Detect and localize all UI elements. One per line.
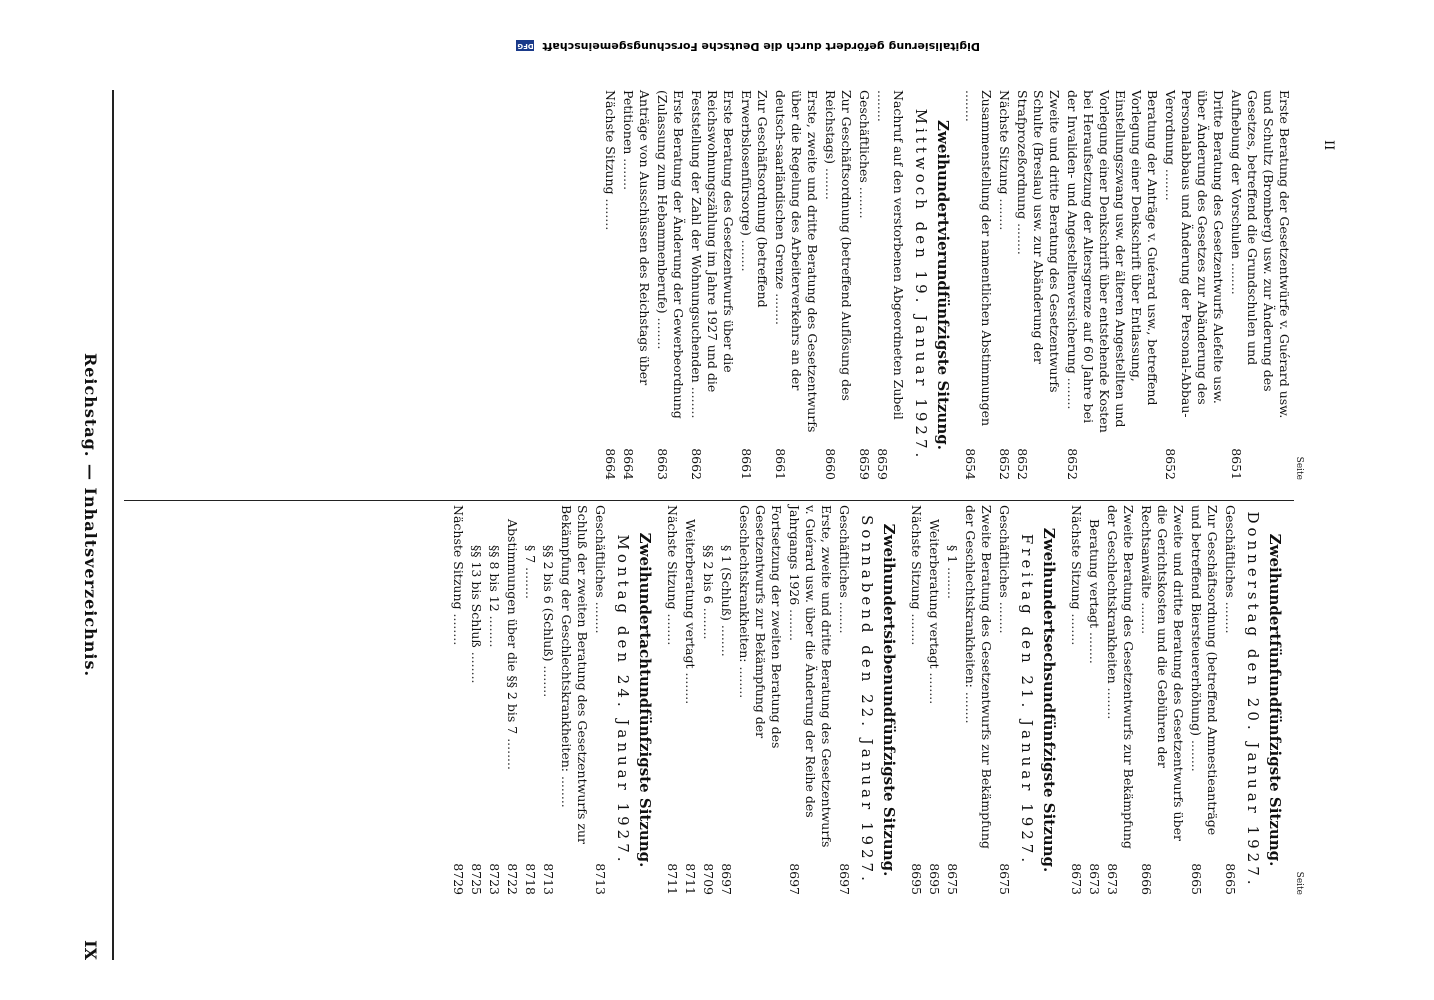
session-date: Sonnabend den 22. Januar 1927. bbox=[858, 515, 876, 885]
toc-entry bbox=[738, 90, 770, 480]
toc-entry bbox=[468, 505, 484, 895]
entry-page: 8697 bbox=[787, 863, 802, 895]
entry-page: 8709 bbox=[701, 863, 716, 895]
entry-page: 8729 bbox=[451, 863, 466, 895]
entry-page: 8659 bbox=[857, 448, 872, 480]
toc-entry bbox=[1104, 505, 1136, 895]
entry-page: 8675 bbox=[997, 863, 1012, 895]
entry-page: 8666 bbox=[1139, 863, 1154, 895]
toc-entry bbox=[620, 90, 652, 480]
entry-text: Erste Beratung der Gesetzentwürfe v. Guérard usw. und Schultz (Bromberg) usw. zur Änderung des Gesetzes, betreffend die Grundschulen und Aufhebung der Vorschulen ..... bbox=[1228, 90, 1292, 436]
page-header bbox=[76, 70, 104, 960]
entry-page: 8665 bbox=[1189, 863, 1204, 895]
toc-entry bbox=[996, 90, 1012, 480]
entry-page: 8695 bbox=[909, 863, 924, 895]
entry-page: 8725 bbox=[469, 863, 484, 895]
entry-text: Nächste Sitzung ..... bbox=[602, 90, 618, 436]
entry-page: 8652 bbox=[1015, 448, 1030, 480]
entry-text: § 1 ..... bbox=[944, 505, 960, 851]
seite-label: Seite bbox=[1294, 871, 1304, 895]
toc-entry bbox=[602, 90, 618, 480]
toc-entry bbox=[1086, 505, 1102, 895]
entry-text: Zur Geschäftsordnung (betreffend Erwerbslosenfürsorge) ..... bbox=[738, 90, 770, 436]
digitization-text: Digitalisierung gefördert durch die Deutsche Forschungsgemeinschaft bbox=[542, 40, 980, 53]
toc-entry bbox=[558, 505, 590, 895]
toc-entry bbox=[874, 90, 906, 480]
toc-entry bbox=[664, 505, 680, 895]
entry-text: Zweite und dritte Beratung des Gesetzentwurfs über die Gerichtskosten und die Gebühren der Rechtsanwälte ..... bbox=[1138, 505, 1186, 851]
entry-text: Geschäftliches ..... bbox=[996, 505, 1012, 851]
toc-entry bbox=[1138, 505, 1186, 895]
toc-entry bbox=[682, 505, 698, 895]
right-column bbox=[124, 505, 1304, 895]
footer-roman: II bbox=[1321, 140, 1336, 151]
entry-text: Weiterberatung vertagt ..... bbox=[926, 505, 942, 851]
dfg-logo-icon: DFG bbox=[517, 42, 534, 51]
column-divider bbox=[124, 500, 1294, 501]
entry-page: 8659 bbox=[875, 448, 890, 480]
toc-entry bbox=[856, 90, 872, 480]
left-column bbox=[124, 90, 1304, 480]
entry-page: 8661 bbox=[773, 448, 788, 480]
entry-page: 8664 bbox=[621, 448, 636, 480]
toc-entry bbox=[654, 90, 686, 480]
entry-text: § 7 ..... bbox=[522, 505, 538, 851]
entry-page: 8661 bbox=[739, 448, 754, 480]
entry-page: 8711 bbox=[665, 863, 680, 895]
toc-entry bbox=[450, 505, 466, 895]
entry-text: Zweite Beratung des Gesetzentwurfs zur Bekämpfung der Geschlechtskrankheiten ..... bbox=[1104, 505, 1136, 851]
entry-page: 8665 bbox=[1223, 863, 1238, 895]
entry-text: Erste Beratung der Änderung der Gewerbeordnung (Zulassung zum Hebammenberufe) ..... bbox=[654, 90, 686, 436]
entry-text: §§ 2 bis 6 (Schluß) ..... bbox=[540, 505, 556, 851]
header-rule bbox=[112, 90, 114, 960]
entry-page: 8675 bbox=[945, 863, 960, 895]
entry-page: 8652 bbox=[997, 448, 1012, 480]
entry-page: 8722 bbox=[505, 863, 520, 895]
entry-page: 8651 bbox=[1229, 448, 1244, 480]
entry-text: Fortsetzung der zweiten Beratung des Gesetzentwurfs zur Bekämpfung der Geschlechtskrankheiten: ..... bbox=[736, 505, 784, 851]
session-date: Freitag den 21. Januar 1927. bbox=[1018, 533, 1036, 867]
toc-entry bbox=[486, 505, 502, 895]
entry-text: Geschäftliches ..... bbox=[856, 90, 872, 436]
entry-text: Zur Geschäftsordnung (betreffend Auflösung des Reichstags) ..... bbox=[822, 90, 854, 436]
entry-page: 8662 bbox=[689, 448, 704, 480]
toc-entry bbox=[822, 90, 854, 480]
session-date: Donnerstag den 20. Januar 1927. bbox=[1244, 511, 1262, 889]
entry-text: Nächste Sitzung ..... bbox=[664, 505, 680, 851]
entry-text: §§ 8 bis 12 ..... bbox=[486, 505, 502, 851]
toc-entry bbox=[926, 505, 942, 895]
toc-entry bbox=[522, 505, 538, 895]
entry-text: Erste Beratung des Gesetzentwurfs über die Reichswohnungszählung im Jahre 1927 und die Feststellung der Zahl der Wohnungsuchenden ..... bbox=[688, 90, 736, 436]
entry-page: 8711 bbox=[683, 863, 698, 895]
toc-entry bbox=[504, 505, 520, 895]
entry-page: 8723 bbox=[487, 863, 502, 895]
entry-text: Nachruf auf den verstorbenen Abgeordneten Zubeil ..... bbox=[874, 90, 906, 436]
entry-text: Zweite und dritte Beratung des Gesetzentwurfs Schulte (Breslau) usw. zur Abänderung der Strafprozeßordnung ..... bbox=[1014, 90, 1062, 436]
entry-text: Beratung vertagt ..... bbox=[1086, 505, 1102, 851]
entry-text: Nächste Sitzung ..... bbox=[450, 505, 466, 851]
entry-page: 8695 bbox=[927, 863, 942, 895]
section-heading: Zweihundertachtundfünfzigste Sitzung. bbox=[636, 532, 654, 868]
entry-text: Geschäftliches ..... bbox=[592, 505, 608, 851]
entry-text: Nächste Sitzung ..... bbox=[1068, 505, 1084, 851]
toc-entry bbox=[688, 90, 736, 480]
toc-entry bbox=[908, 505, 924, 895]
toc-entry bbox=[786, 505, 834, 895]
entry-page: 8697 bbox=[719, 863, 734, 895]
seite-label: Seite bbox=[1294, 456, 1304, 480]
entry-text: Nächste Sitzung ..... bbox=[908, 505, 924, 851]
entry-text: Anträge von Ausschüssen des Reichstags über Petitionen ..... bbox=[620, 90, 652, 436]
toc-entry bbox=[718, 505, 734, 895]
entry-text: §§ 13 bis Schluß ..... bbox=[468, 505, 484, 851]
session-date: Mittwoch den 19. Januar 1927. bbox=[912, 108, 930, 462]
entry-text: Abstimmungen über die §§ 2 bis 7 ..... bbox=[504, 505, 520, 851]
entry-page: 8652 bbox=[1065, 448, 1080, 480]
toc-entry bbox=[1222, 505, 1238, 895]
entry-text: Zweite Beratung des Gesetzentwurfs zur Bekämpfung der Geschlechtskrankheiten: ..... bbox=[962, 505, 994, 851]
entry-text: Nächste Sitzung ..... bbox=[996, 90, 1012, 436]
session-date: Montag den 24. Januar 1927. bbox=[614, 534, 632, 866]
entry-text: Zur Geschäftsordnung (betreffend Amnestieanträge und betreffend Biersteuererhöhung) ..... bbox=[1188, 505, 1220, 851]
entry-page: 8713 bbox=[593, 863, 608, 895]
entry-text: Weiterberatung vertagt ..... bbox=[682, 505, 698, 851]
entry-text: Geschäftliches ..... bbox=[836, 505, 852, 851]
entry-page: 8697 bbox=[837, 863, 852, 895]
section-heading: Zweihundertfünfundfünfzigste Sitzung. bbox=[1266, 533, 1284, 867]
entry-text: §§ 2 bis 6 ..... bbox=[700, 505, 716, 851]
toc-entry bbox=[996, 505, 1012, 895]
toc-entry bbox=[736, 505, 784, 895]
entry-text: § 1 (Schluß) ..... bbox=[718, 505, 734, 851]
entry-page: 8663 bbox=[655, 448, 670, 480]
section-heading: Zweihundertsiebenundfünfzigste Sitzung. bbox=[880, 523, 898, 877]
entry-page: 8673 bbox=[1069, 863, 1084, 895]
toc-entry bbox=[962, 505, 994, 895]
digitization-note bbox=[30, 40, 980, 53]
page-number: IX bbox=[81, 940, 100, 960]
toc-entry bbox=[1068, 505, 1084, 895]
entry-page: 8673 bbox=[1087, 863, 1102, 895]
entry-page: 8673 bbox=[1105, 863, 1120, 895]
toc-entry bbox=[1188, 505, 1220, 895]
toc-entry bbox=[944, 505, 960, 895]
entry-page: 8652 bbox=[1163, 448, 1178, 480]
toc-entry bbox=[1228, 90, 1292, 480]
entry-text: Beratung der Anträge v. Guérard usw., betreffend Vorlegung einer Denkschrift über Entlassung, Einstellungszwang usw. der älteren Angestellten und Vorlegung einer Denkschrift über entstehende Kosten bei Heraufsetzung der Altersgrenze auf 60 Jahre bei der Invaliden- und Angestelltenversicherung ..... bbox=[1064, 90, 1160, 436]
entry-page: 8660 bbox=[823, 448, 838, 480]
entry-page: 8664 bbox=[603, 448, 618, 480]
section-heading: Zweihundertvierundfünfzigste Sitzung. bbox=[934, 120, 952, 450]
section-heading: Zweihundertsechsundfünfzigste Sitzung. bbox=[1040, 527, 1058, 873]
entry-text: Zusammenstellung der namentlichen Abstimmungen ..... bbox=[962, 90, 994, 436]
toc-entry bbox=[962, 90, 994, 480]
entry-text: Dritte Beratung des Gesetzentwurfs Alefelte usw. über Änderung des Gesetzes zur Abänderung des Personalabbaus und Änderung der Personal-Abbau-Verordnung ..... bbox=[1162, 90, 1226, 436]
entry-page: 8654 bbox=[963, 448, 978, 480]
toc-entry bbox=[1014, 90, 1062, 480]
entry-page: 8718 bbox=[523, 863, 538, 895]
entry-text: Geschäftliches ..... bbox=[1222, 505, 1238, 851]
toc-entry bbox=[836, 505, 852, 895]
running-title: Reichstag. — Inhaltsverzeichnis. bbox=[81, 352, 100, 678]
toc-entry bbox=[1162, 90, 1226, 480]
toc-entry bbox=[700, 505, 716, 895]
entry-page: 8713 bbox=[541, 863, 556, 895]
toc-entry bbox=[540, 505, 556, 895]
toc-entry bbox=[772, 90, 820, 480]
entry-text: Schluß der zweiten Beratung des Gesetzentwurfs zur Bekämpfung der Geschlechtskrankheiten: ..... bbox=[558, 505, 590, 851]
toc-entry bbox=[592, 505, 608, 895]
entry-text: Erste, zweite und dritte Beratung des Gesetzentwurfs v. Guérard usw. über die Änderung der Reihe des Jahrgangs 1926 ..... bbox=[786, 505, 834, 851]
toc-entry bbox=[1064, 90, 1160, 480]
entry-text: Erste, zweite und dritte Beratung des Gesetzentwurfs über die Regelung des Arbeiterverkehrs an der deutsch-saarländischen Grenze ..... bbox=[772, 90, 820, 436]
